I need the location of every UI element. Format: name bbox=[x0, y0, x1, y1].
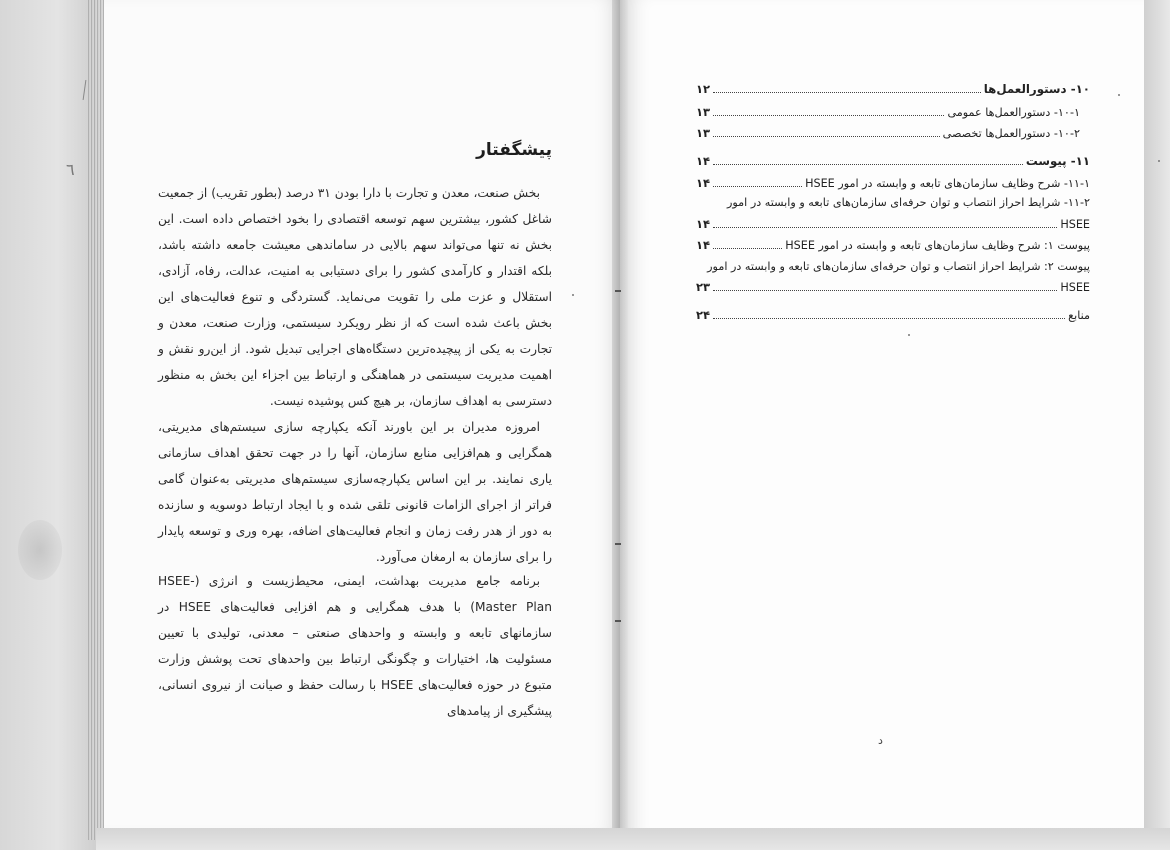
toc-entry bbox=[696, 217, 1090, 231]
toc-entry-label-wrapped: ۱۱-۲- شرایط احراز انتصاب و توان حرفه‌ای سازمان‌های تابعه و وابسته در امور bbox=[727, 196, 1090, 209]
smudge bbox=[18, 520, 62, 580]
toc-leader-dots bbox=[713, 186, 802, 187]
preface-paragraph-1: بخش صنعت، معدن و تجارت با دارا بودن ۳۱ درصد (بطور تقریب) از جمعیت شاغل کشور، بیشترین سهم توسعه اقتصادی را بخود اختصاص داده است. این بخش نه تنها می‌تواند سهم بالایی در ساماندهی معیشت جامعه داشته باشد، بلکه اقتدار و کارآمدی کشور را برای دستیابی به امنیت، عدالت، رفاه، آزادی، استقلال و عزت ملی را تقویت می‌نماید. گستردگی و تنوع فعالیت‌های این بخش باعث شده است که از نظر رویکرد سیستمی، وزارت صنعت، معدن و تجارت به یکی از پیچیده‌ترین دستگاه‌های اجرایی تبدیل شود. از این‌رو نقش و اهمیت مدیریت سیستمی در هماهنگی و ارتباط بین اجزاء این بخش به منظور دسترسی به اهداف سازمان، بر هیچ کس پوشیده نیست. bbox=[158, 186, 552, 408]
toc-entry bbox=[696, 105, 1090, 119]
preface-paragraph-3: برنامه جامع مدیریت بهداشت، ایمنی، محیط‌زیست و انرژی (HSEE- Master Plan) با هدف همگرایی و هم افزایی فعالیت‌های HSEE در سازمانهای تابعه و وابسته و واحدهای صنعتی – معدنی، تولیدی با تعیین مسئولیت ها، اختیارات و چگونگی ارتباط بین واحدهای تحت پوشش وزارت متبوع در حوزه فعالیت‌های HSEE با رسالت حفظ و صیانت از نیروی انسانی، پیشگیری از پیامدهای bbox=[158, 574, 552, 718]
toc-entry-page: ۱۴ bbox=[696, 154, 711, 168]
toc-entry-label: منابع bbox=[1068, 309, 1090, 322]
toc-entry-page: ۲۳ bbox=[696, 280, 711, 294]
scan-margin bbox=[0, 0, 96, 850]
toc-leader-dots bbox=[713, 227, 1057, 228]
binding-thread bbox=[615, 543, 621, 545]
toc-leader-dots bbox=[713, 290, 1057, 291]
toc-entry-label-wrapped: پیوست ۲: شرایط احراز انتصاب و توان حرفه‌ای سازمان‌های تابعه و وابسته در امور bbox=[707, 260, 1090, 273]
binding-thread bbox=[615, 290, 621, 292]
toc-entry bbox=[696, 176, 1090, 190]
toc-entry bbox=[696, 308, 1090, 322]
margin-note: ٦ bbox=[66, 160, 75, 179]
toc-entry-label: ۱۱- پیوست bbox=[1025, 154, 1090, 168]
toc-entry-page: ۱۲ bbox=[696, 82, 711, 96]
toc-leader-dots bbox=[713, 248, 782, 249]
toc-entry-label: ۱۰- دستورالعمل‌ها bbox=[983, 82, 1090, 96]
toc-entry bbox=[696, 82, 1090, 96]
toc-leader-dots bbox=[713, 115, 944, 116]
binding-thread bbox=[615, 620, 621, 622]
toc-entry bbox=[696, 238, 1090, 252]
toc-entry-label: پیوست ۱: شرح وظایف سازمان‌های تابعه و وابسته در امور HSEE bbox=[785, 239, 1090, 252]
scan-speck bbox=[1118, 94, 1120, 96]
toc-leader-dots bbox=[713, 164, 1023, 165]
toc-entry-page: ۱۴ bbox=[696, 217, 711, 231]
toc-entry-label: HSEE bbox=[1060, 281, 1090, 294]
toc-entry-page: ۱۳ bbox=[696, 126, 711, 140]
scan-speck bbox=[908, 334, 910, 336]
page-number: د bbox=[878, 734, 883, 747]
scan-speck bbox=[1158, 160, 1160, 162]
toc-entry-label: ۱۰-۱- دستورالعمل‌ها عمومی bbox=[947, 106, 1080, 119]
toc-entry bbox=[696, 154, 1090, 168]
preface-paragraph-2: امروزه مدیران بر این باورند آنکه یکپارچه سازی سیستم‌های مدیریتی، همگرایی و هم‌افزایی منابع سازمان، آنها را در جهت تحقق اهداف سازمانی یاری نمایند. بر این اساس یکپارچه‌سازی سیستم‌های مدیریتی به‌عنوان گامی فراتر از اجرای الزامات قانونی تلقی شده و با ایجاد ارتباط دوسویه و سازنده به دور از هدر رفت زمان و انجام فعالیت‌های اضافه، بهره وری و توسعه پایدار را برای سازمان به ارمغان می‌آورد. bbox=[158, 420, 552, 564]
toc-leader-dots bbox=[713, 92, 981, 93]
toc-entry-page: ۱۳ bbox=[696, 105, 711, 119]
toc-entry bbox=[696, 126, 1090, 140]
toc-entry-page: ۱۴ bbox=[696, 238, 711, 252]
toc-leader-dots bbox=[713, 136, 940, 137]
toc-entry-label: ۱۰-۲- دستورالعمل‌ها تخصصی bbox=[942, 127, 1080, 140]
toc-leader-dots bbox=[713, 318, 1065, 319]
toc-entry-page: ۲۴ bbox=[696, 308, 711, 322]
toc-entry bbox=[696, 280, 1090, 294]
page-edges bbox=[88, 0, 104, 840]
toc-entry-label: ۱۱-۱- شرح وظایف سازمان‌های تابعه و وابسته در امور HSEE bbox=[805, 177, 1090, 190]
toc-entry-label: HSEE bbox=[1060, 218, 1090, 231]
scan-speck bbox=[572, 294, 574, 296]
scan-bottom-edge bbox=[96, 828, 1170, 850]
scan-right-edge bbox=[1144, 0, 1170, 850]
toc-entry-page: ۱۴ bbox=[696, 176, 711, 190]
preface-title: پیشگفتار bbox=[476, 140, 552, 160]
